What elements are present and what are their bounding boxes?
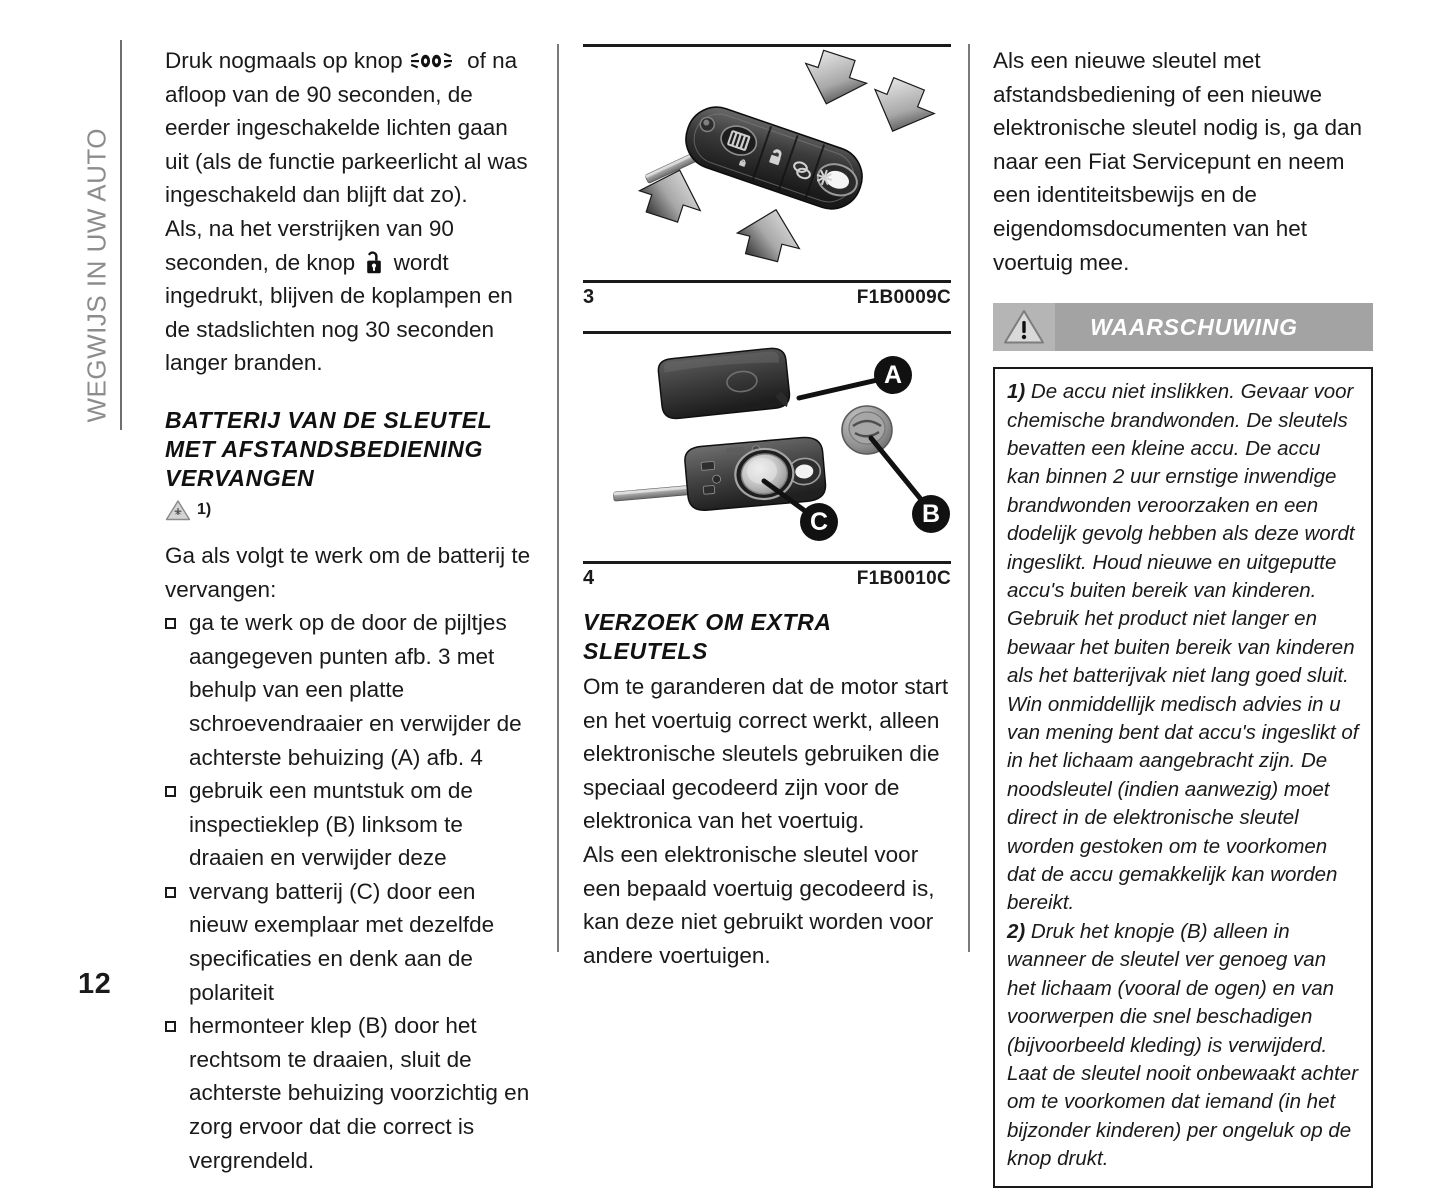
figure-4-code: F1B0010C (856, 568, 951, 589)
svg-text:C: C (809, 508, 829, 536)
warning-box (993, 367, 1373, 1187)
arrow-bottom (733, 202, 807, 266)
replacement-steps-list (165, 606, 533, 1177)
side-tab (74, 40, 120, 430)
note-reference-number: 1) (197, 500, 212, 518)
list-item (165, 875, 533, 1009)
paragraph-intro: Ga als volgt te werk om de batterij te vervangen: (165, 542, 531, 602)
figure-4 (583, 331, 951, 590)
paragraph-lights-text-b: of na afloop van de 90 seconden, de eerder ingeschakelde lichten gaan uit (als de functie parkeerlicht al was ingeschakeld dan blijft dat zo). (165, 48, 528, 208)
warning-triangle-small-icon (165, 499, 191, 521)
page-number: 12 (78, 968, 112, 1000)
callout-b (871, 438, 950, 533)
figure-3 (583, 44, 951, 309)
figure-4-number: 4 (583, 567, 595, 589)
list-item-text: gebruik een muntstuk om de inspectieklep (B) linksom te draaien en verwijder deze (189, 778, 473, 871)
section-title-extra-keys: VERZOEK OM EXTRA SLEUTELS (583, 609, 831, 664)
extra-keys-paragraph-2: Als een elektronische sleutel voor een bepaald voertuig gecodeerd is, kan deze niet gebruikt worden voor andere voertuigen. (583, 841, 935, 968)
section-title-battery: BATTERIJ VAN DE SLEUTEL MET AFSTANDSBEDIENING VERVANGEN (165, 406, 492, 491)
list-item-text: vervang batterij (C) door een nieuw exemplaar met dezelfde specificaties en denk aan de polariteit (189, 878, 495, 1005)
column-divider-left (557, 44, 559, 952)
figure-4-artwork (583, 334, 951, 561)
column-divider-right (968, 44, 970, 952)
figure-3-code: F1B0009C (856, 287, 951, 308)
figure-4-caption (583, 564, 951, 590)
arrow-right (863, 73, 941, 143)
paragraph-lock-text-a: Als, na het verstrijken van 90 seconden, de knop (165, 215, 454, 275)
paragraph-lights (165, 44, 533, 212)
list-item (165, 774, 533, 875)
callout-a (799, 356, 912, 398)
square-bullet-icon (165, 1021, 176, 1032)
svg-text:B: B (921, 500, 941, 528)
side-tab-label: WEGWIJS IN UW AUTO (81, 127, 112, 423)
list-item-text: hermonteer klep (B) door het rechtsom te draaien, sluit de achterste behuizing voorzichtig en zorg ervoor dat die correct is vergrendeld. (189, 1013, 530, 1173)
warning-banner (993, 303, 1373, 351)
warning-item-marker: 1) (1007, 380, 1026, 404)
square-bullet-icon (165, 786, 176, 797)
warning-icon-container (993, 303, 1055, 351)
figure-3-caption (583, 283, 951, 309)
new-key-paragraph: Als een nieuwe sleutel met afstandsbediening of een nieuwe elektronische sleutel nodig is, ga dan naar een Fiat Servicepunt en neem een identiteitsbewijs en de eigendomsdocumenten van het voertuig mee. (993, 48, 1362, 275)
warning-item (1007, 918, 1359, 1174)
side-tab-rule (120, 40, 122, 430)
square-bullet-icon (165, 887, 176, 898)
parking-lights-icon (411, 47, 459, 67)
paragraph-lights-text-a: Druk nogmaals op knop (165, 48, 409, 73)
extra-keys-paragraph-1: Om te garanderen dat de motor start en het voertuig correct werkt, alleen elektronische sleutels gebruiken die speciaal gecodeerd zijn voor de elektronica van het voertuig. (583, 674, 949, 834)
warning-item-text: De accu niet inslikken. Gevaar voor chemische brandwonden. De sleutels bevatten een kleine accu. De accu kan binnen 2 uur ernstige inwendige brandwonden veroorzaken en een dodelijk gevolg hebben als deze wordt ingeslikt. Houd nieuwe en uitgeputte accu's buiten bereik van kinderen. Gebruik het product niet langer en bewaar het buiten bereik van kinderen als het batterijvak niet lang goed sluit. Win onmiddellijk medisch advies in u van mening bent dat accu's ingeslikt of in het lichaam aangebracht zijn. De noodsleutel (indien aanwezig) moet direct in de elektronische sleutel worden gestoken om te voorkomen dat de accu gemakkelijk kan worden bereikt. (1007, 380, 1359, 915)
note-reference (165, 499, 533, 525)
warning-item-text: Druk het knopje (B) alleen in wanneer de sleutel ver genoeg van het lichaam (vooral de ogen) en van voorwerpen die snel beschadigen (bijvoorbeeld kleding) is verwijderd. Laat de sleutel nooit onbewaakt achter om te voorkomen dat iemand (in het bijzonder kinderen) per ongeluk op de knop drukt. (1007, 919, 1359, 1171)
figure-3-number: 3 (583, 286, 595, 308)
warning-triangle-icon (1003, 308, 1045, 346)
column-one (165, 44, 533, 1177)
paragraph-lock (165, 212, 533, 380)
column-three (993, 44, 1373, 1188)
warning-item-marker: 2) (1007, 919, 1026, 943)
list-item (165, 1009, 533, 1177)
square-bullet-icon (165, 618, 176, 629)
warning-item (1007, 378, 1359, 918)
svg-text:A: A (883, 361, 903, 389)
figure-3-artwork (583, 47, 951, 280)
list-item-text: ga te werk op de door de pijltjes aangegeven punten afb. 3 met behulp van een platte schroevendraaier en verwijder de achterste behuizing (A) afb. 4 (189, 610, 522, 770)
list-item (165, 606, 533, 774)
column-two (583, 44, 951, 972)
unlock-icon (364, 251, 384, 275)
warning-banner-title: WAARSCHUWING (1090, 313, 1298, 340)
arrow-top-right (796, 47, 872, 114)
paragraph-lock-text-b: wordt ingedrukt, blijven de koplampen en de stadslichten nog 30 seconden langer branden. (165, 249, 513, 376)
